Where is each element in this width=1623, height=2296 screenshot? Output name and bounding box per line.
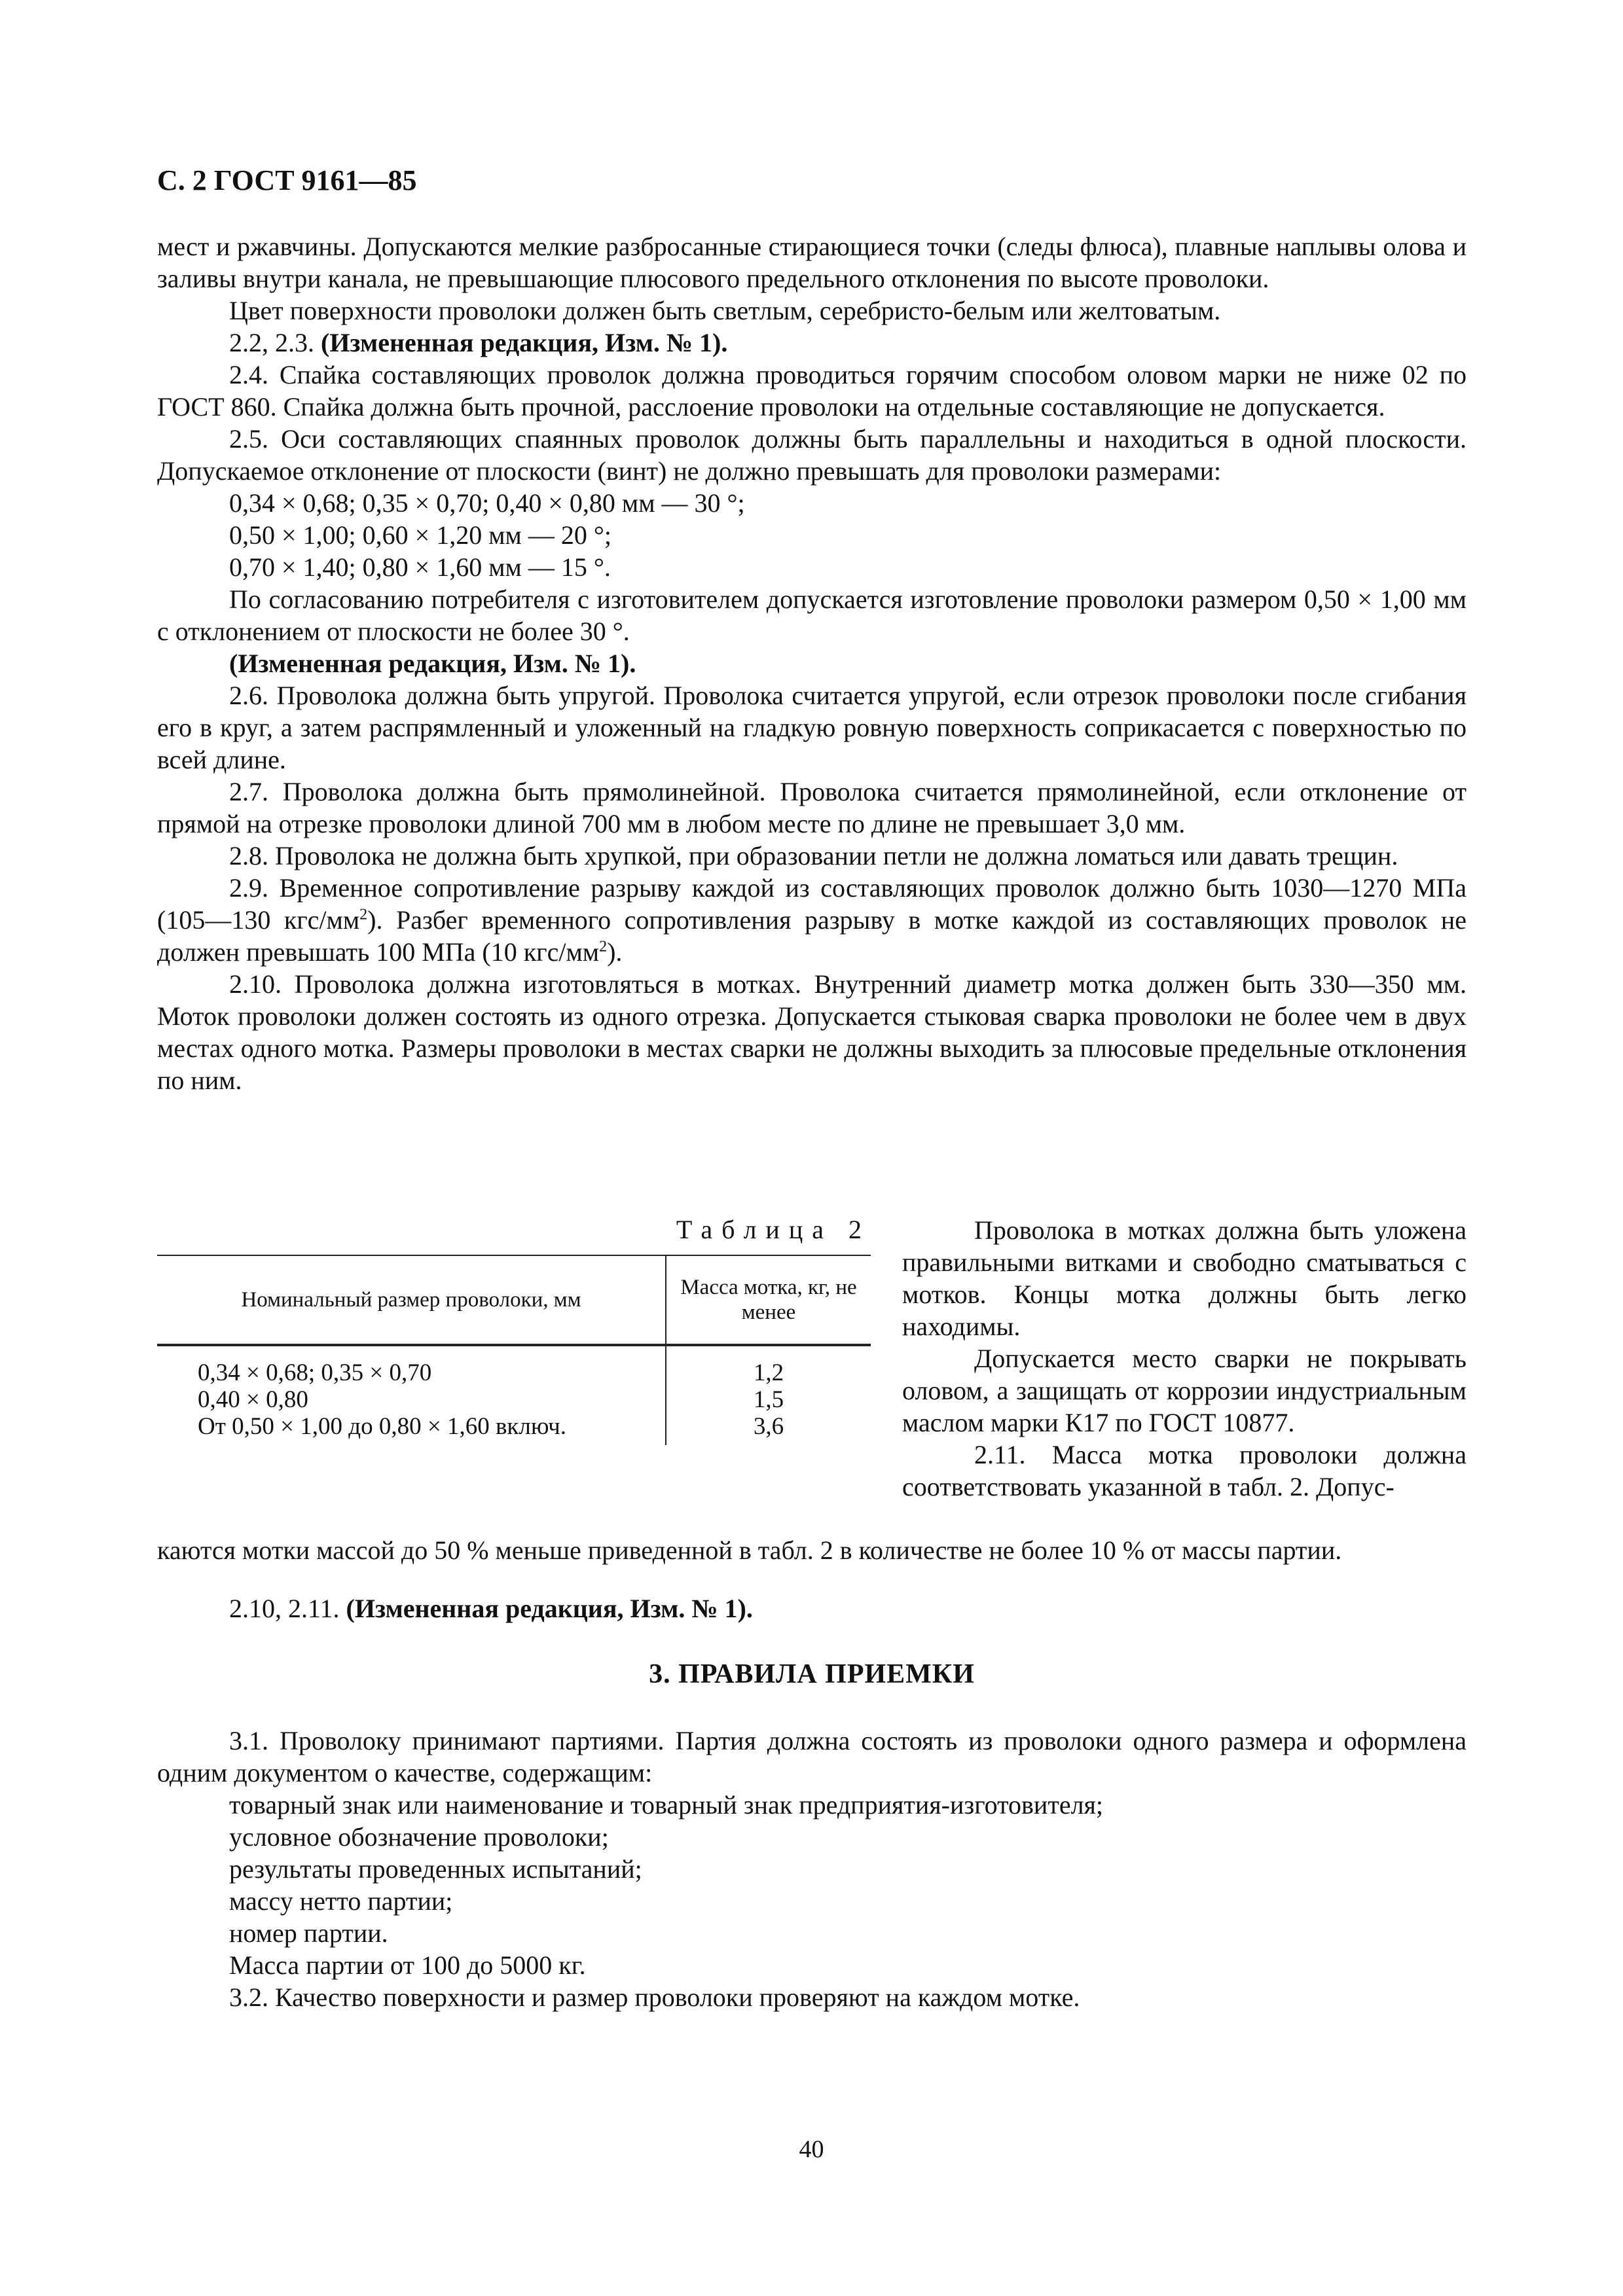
edit-note: (Измененная редакция, Изм. № 1). — [321, 328, 728, 357]
paragraph: Допускается место сварки не покрывать оловом, а защищать от коррозии индустриальным маслом марки К17 по ГОСТ 10877. — [902, 1344, 1467, 1437]
page-header: С. 2 ГОСТ 9161—85 — [157, 164, 417, 196]
edit-note: (Измененная редакция, Изм. № 1). — [229, 649, 636, 678]
table-row — [157, 1345, 871, 1445]
text-block-bottom — [157, 1534, 1467, 2013]
size-line: 0,70 × 1,40; 0,80 × 1,60 мм — 15 °. — [229, 552, 611, 582]
paragraph: 2.5. Оси составляющих спаянных проволок должны быть параллельны и находиться в одной плоскости. Допускаемое отклонение от плоскости (винт) не должно превышать для проволоки размерами: — [157, 424, 1467, 486]
section-title: 3. ПРАВИЛА ПРИЕМКИ — [649, 1659, 975, 1689]
table-header-size: Номинальный размер проволоки, мм — [157, 1255, 666, 1345]
size-line: 0,50 × 1,00; 0,60 × 1,20 мм — 20 °; — [229, 520, 611, 550]
text-column-right — [902, 1214, 1467, 1503]
list-item: результаты проведенных испытаний; — [229, 1854, 642, 1884]
table-cell-masses: 1,2 1,5 3,6 — [753, 1359, 784, 1440]
table — [157, 1255, 871, 1445]
list-item: товарный знак или наименование и товарный знак предприятия-изготовителя; — [229, 1790, 1104, 1820]
paragraph: мест и ржавчины. Допускаются мелкие разбросанные стирающиеся точки (следы флюса), плавные наплывы олова и заливы внутри канала, не превышающие плюсового предельного отклонения по высоте проволоки. — [157, 232, 1467, 293]
table-caption: Таблица 2 — [676, 1215, 871, 1244]
paragraph: 2.10. Проволока должна изготовляться в мотках. Внутренний диаметр мотка должен быть 330—350 мм. Моток проволоки должен состоять из одного отрезка. Допускается стыковая сварка проволоки не более чем в двух местах одного мотка. Размеры проволоки в местах сварки не должны выходить за плюсовые предельные отклонения по ним. — [157, 969, 1467, 1095]
paragraph: 2.4. Спайка составляющих проволок должна проводиться горячим способом оловом марки не ниже 02 по ГОСТ 860. Спайка должна быть прочной, расслоение проволоки на отдельные составляющие не допускается. — [157, 360, 1467, 422]
size-line: 0,34 × 0,68; 0,35 × 0,70; 0,40 × 0,80 мм — 30 °; — [229, 488, 745, 518]
list-item: условное обозначение проволоки; — [229, 1822, 609, 1852]
paragraph: 2.2, 2.3. (Измененная редакция, Изм. № 1). — [229, 328, 728, 357]
paragraph: каются мотки массой до 50 % меньше приведенной в табл. 2 в количестве не более 10 % от массы партии. — [157, 1535, 1342, 1565]
paragraph: По согласованию потребителя с изготовителем допускается изготовление проволоки размером 0,50 × 1,00 мм с отклонением от плоскости не более 30 °. — [157, 584, 1467, 646]
paragraph: Цвет поверхности проволоки должен быть светлым, серебристо-белым или желтоватым. — [229, 296, 1221, 325]
list-item: номер партии. — [229, 1918, 388, 1948]
table-2 — [157, 1214, 871, 1445]
paragraph: Масса партии от 100 до 5000 кг. — [229, 1950, 586, 1980]
list-item: массу нетто партии; — [229, 1886, 453, 1916]
edit-note: (Измененная редакция, Изм. № 1). — [346, 1594, 753, 1623]
paragraph: 2.7. Проволока должна быть прямолинейной. Проволока считается прямолинейной, если отклонение от прямой на отрезке проволоки длиной 700 мм в любом месте по длине не превышает 3,0 мм. — [157, 777, 1467, 838]
paragraph: 2.8. Проволока не должна быть хрупкой, при образовании петли не должна ломаться или давать трещин. — [229, 841, 1398, 870]
table-header-mass: Масса мотка, кг, не менее — [666, 1255, 871, 1345]
page-number: 40 — [799, 2136, 824, 2163]
paragraph: 3.2. Качество поверхности и размер проволоки проверяют на каждом мотке. — [229, 1982, 1080, 2012]
paragraph: 2.10, 2.11. (Измененная редакция, Изм. № 1). — [229, 1594, 753, 1623]
paragraph: 2.9. Временное сопротивление разрыву каждой из составляющих проволок должно быть 1030—1270 МПа (105—130 кгс/$мм^2$). Разбег временного сопротивления разрыву в мотке каждой из составляющих проволок не должен превышать 100 МПа (10 кгс/$мм^2$). — [157, 873, 1467, 967]
table-cell-sizes: 0,34 × 0,68; 0,35 × 0,70 0,40 × 0,80 От 0,50 × 1,00 до 0,80 × 1,60 включ. — [157, 1345, 666, 1445]
paragraph: 2.11. Масса мотка проволоки должна соответствовать указанной в табл. 2. Допус- — [902, 1440, 1467, 1501]
paragraph: 2.6. Проволока должна быть упругой. Проволока считается упругой, если отрезок проволоки после сгибания его в круг, а затем распрямленный и уложенный на гладкую ровную поверхность соприкасается с поверхностью по всей длине. — [157, 681, 1467, 774]
paragraph — [157, 647, 1467, 679]
text-block-top — [157, 230, 1467, 1096]
paragraph: Проволока в мотках должна быть уложена правильными витками и свободно сматываться с мотков. Концы мотка должны быть легко находимы. — [902, 1215, 1467, 1341]
paragraph: 3.1. Проволоку принимают партиями. Партия должна состоять из проволоки одного размера и оформлена одним документом о качестве, содержащим: — [157, 1726, 1467, 1787]
